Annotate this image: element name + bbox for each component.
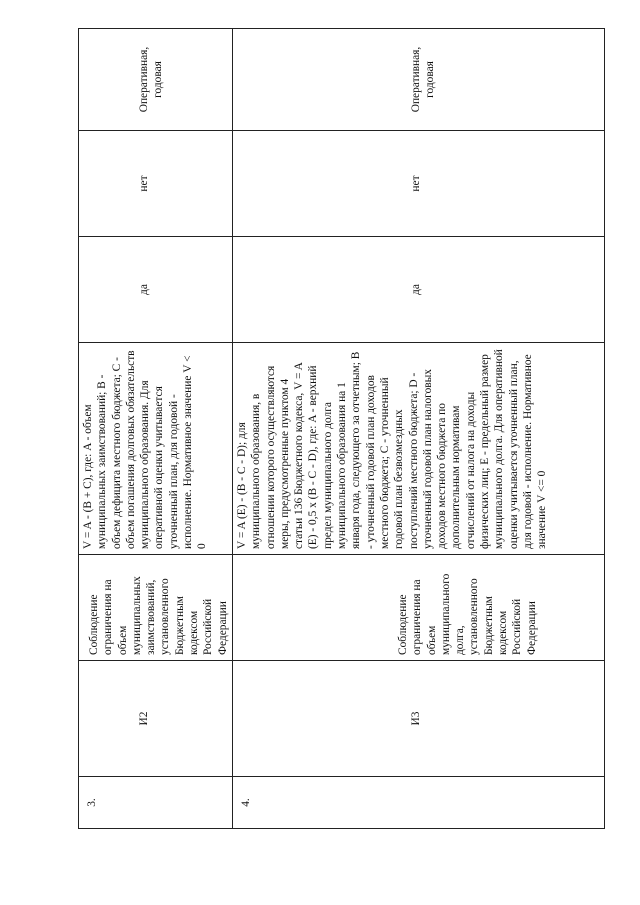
indicator-flag-yes: да (79, 237, 233, 343)
indicators-table (78, 28, 605, 829)
indicator-formula: V = A (E) - (B - C - D); для муниципального образования, в отношении которого осуществляются меры, предусмотренные пунктом 4 статьи 136 Бюджетного кодекса, V = A (E) - 0,5 x (B - C - D), где: A - верхний предел муниципального долга муниципального образования на 1 января года, следующего за отчетным; B - уточненный годовой план доходов местного бюджета; C - уточненный годовой план безвозмездных поступлений местного бюджета; D - уточненный годовой план налоговых доходов местного бюджета по дополнительным нормативам отчислений от налога на доходы физических лиц; E - предельный размер муниципального долга. Для оперативной оценки учитывается уточненный план, для годовой - исполнение. Нормативное значение V <= 0 (232, 343, 604, 555)
row-number: 3. (79, 777, 233, 829)
indicator-code: И2 (79, 661, 233, 777)
indicator-name: Соблюдение ограничения на объем муниципального долга, установленного Бюджетным кодексом Российской Федерации (232, 555, 604, 661)
indicator-flag-yes: да (232, 237, 604, 343)
indicator-flag-no: нет (232, 131, 604, 237)
indicator-periodicity: Оперативная, годовая (79, 29, 233, 131)
rotated-table-wrapper (78, 29, 583, 829)
indicator-flag-no: нет (79, 131, 233, 237)
row-number: 4. (232, 777, 604, 829)
indicator-formula: V = A - (B + C), где: A - объем муниципальных заимствований; B - объем дефицита местного бюджета; C - объем погашения долговых обязательств муниципального образования. Для оперативной оценки учитывается уточненный план, для годовой - исполнение. Нормативное значение V < 0 (79, 343, 233, 555)
indicator-name: Соблюдение ограничения на объем муниципальных заимствований, установленного Бюджетным кодексом Российской Федерации (79, 555, 233, 661)
indicator-periodicity: Оперативная, годовая (232, 29, 604, 131)
indicator-code: И3 (232, 661, 604, 777)
table-row (232, 29, 604, 829)
table-row (79, 29, 233, 829)
